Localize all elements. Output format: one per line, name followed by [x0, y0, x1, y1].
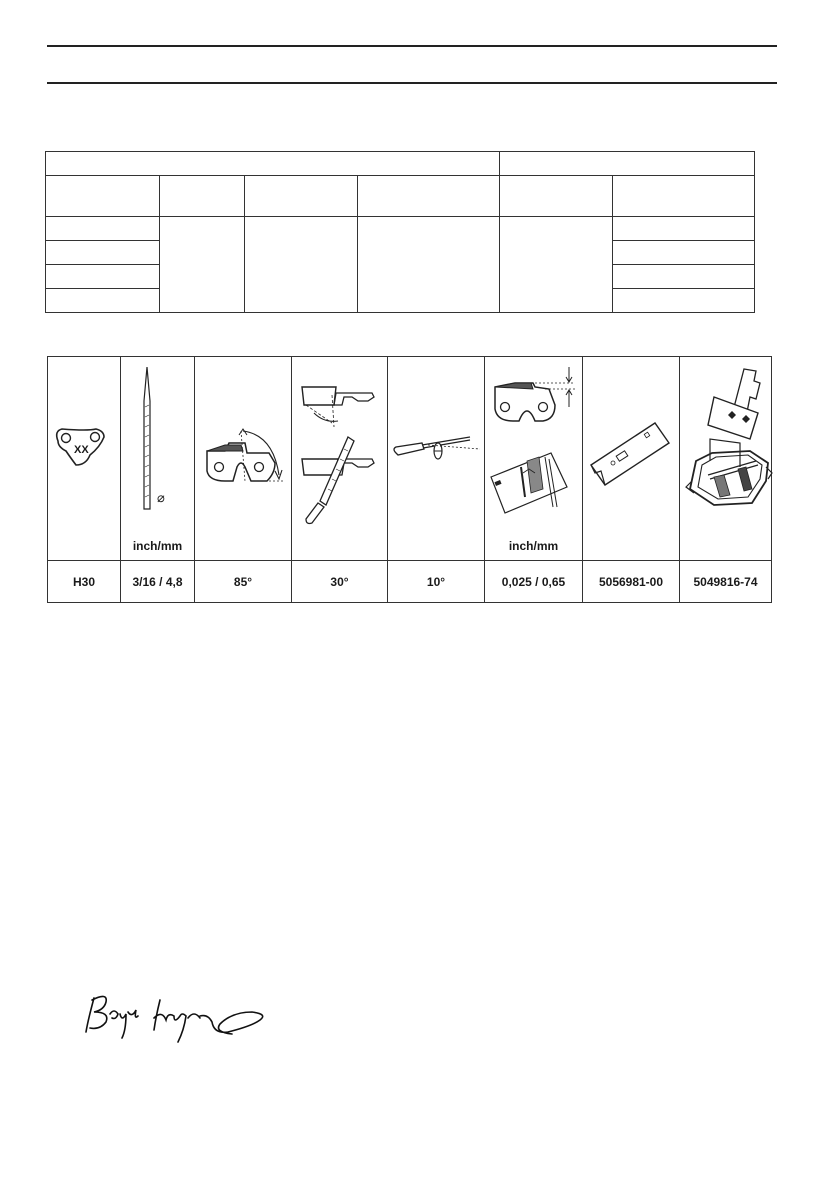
- tool-column-top-plate-angle: [194, 357, 291, 602]
- depth-gauge-setting-icon: [485, 357, 582, 560]
- tool-column-file-guide: [679, 357, 771, 602]
- spec-header-cell: [160, 176, 245, 217]
- filing-angle-icon: [292, 357, 387, 560]
- spec-cell: [46, 217, 160, 241]
- spec-header-cell: [500, 176, 613, 217]
- spec-header-cell: [46, 176, 160, 217]
- spec-cell: [46, 289, 160, 313]
- file-guide-icon: [680, 357, 777, 560]
- top-rule: [47, 45, 777, 47]
- tool-column-filing-angle: [291, 357, 387, 602]
- spec-header-cell: [358, 176, 500, 217]
- spec-cell: [613, 289, 755, 313]
- tool-column-file: [120, 357, 194, 602]
- file-guide-part-number: 5049816-74: [680, 560, 771, 603]
- round-file-icon: [121, 357, 194, 560]
- depth-gauge-tool-part-number: 5056981-00: [583, 560, 679, 603]
- spec-group-header-bar: [46, 152, 500, 176]
- diameter-symbol: ⌀: [157, 490, 165, 505]
- header-rule: [47, 82, 777, 84]
- spec-cell: [613, 265, 755, 289]
- depth-gauge-tool-icon: [583, 357, 679, 560]
- top-plate-angle-value: 85°: [195, 560, 291, 603]
- file-tilt-angle-value: 10°: [388, 560, 484, 603]
- tool-column-tilt-angle: [387, 357, 484, 602]
- spec-merged-cell: [160, 217, 245, 313]
- file-tilt-icon: [388, 357, 484, 560]
- tool-column-depth-gauge: [484, 357, 582, 602]
- filing-angle-value: 30°: [292, 560, 387, 603]
- spec-header-cell: [613, 176, 755, 217]
- spec-cell: [46, 241, 160, 265]
- sharpening-tools-table: [47, 356, 772, 603]
- spec-cell: [46, 265, 160, 289]
- unit-label: inch/mm: [132, 539, 183, 553]
- top-plate-angle-icon: [195, 357, 291, 560]
- tool-column-cutter: [48, 357, 120, 602]
- spec-merged-cell: [500, 217, 613, 313]
- cutter-marking: XX: [74, 444, 89, 456]
- spec-cell: [613, 217, 755, 241]
- handwritten-signature: [82, 990, 272, 1046]
- unit-label: inch/mm: [508, 539, 559, 553]
- depth-gauge-setting-value: 0,025 / 0,65: [485, 560, 582, 603]
- file-diameter-value: 3/16 / 4,8: [121, 560, 194, 603]
- tool-column-depth-gauge-tool: [582, 357, 679, 602]
- spec-header-cell: [245, 176, 358, 217]
- spec-merged-cell: [358, 217, 500, 313]
- bar-chain-combination-table: [45, 151, 755, 313]
- spec-merged-cell: [245, 217, 358, 313]
- cutter-link-icon: [48, 357, 120, 560]
- spec-cell: [613, 241, 755, 265]
- spec-group-header-chain: [500, 152, 755, 176]
- cutter-type-value: H30: [48, 560, 120, 603]
